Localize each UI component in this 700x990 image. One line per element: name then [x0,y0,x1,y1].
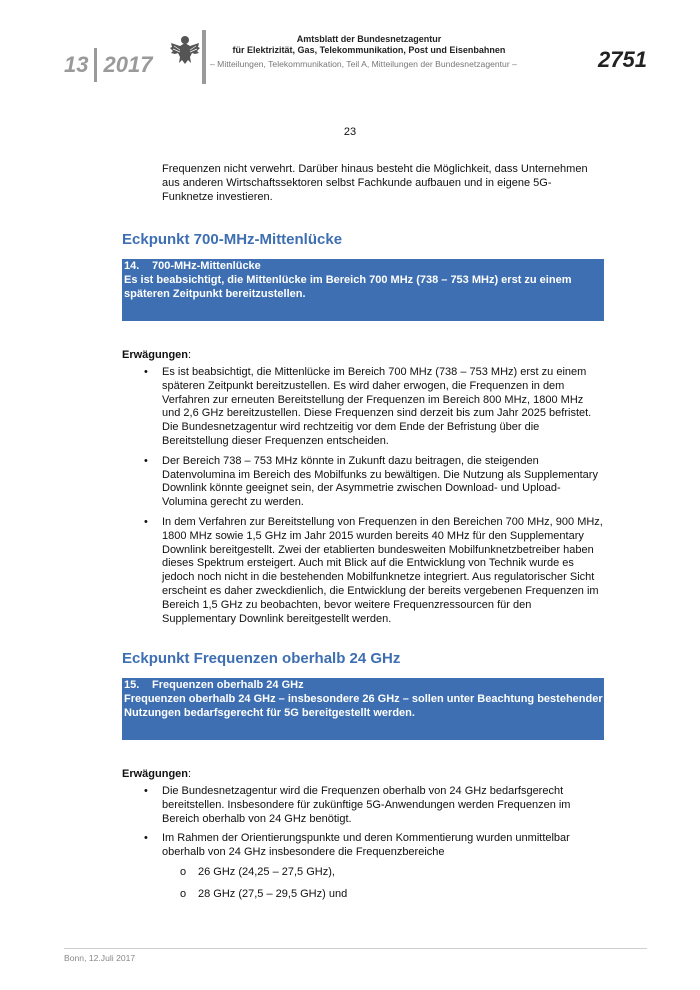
key-point-title: Frequenzen oberhalb 24 GHz [152,679,304,691]
issue-divider [94,48,97,82]
bullet-icon: • [144,366,148,378]
circle-bullet-icon: o [180,865,187,878]
list-item: • In dem Verfahren zur Bereitstellung von Frequenzen in den Bereichen 700 MHz, 900 MHz, 1800 MHz sowie 1,5 GHz im Jahr 2015 wurden bereits 40 MHz für den Supplementary Downlink bereitgestellt. Zwei der etablierten bundesweiten Mobilfunknetzbetreiber haben dieses Spektrum ersteigert. Auch mit Blick auf die Entwicklung von Technik wurde es jedoch noch nicht in die bestehenden Mobilfunknetze integriert. Aus regulatorischer Sicht erscheint es daher zweckdienlich, die Entwicklung der bereits vergebenen Frequenzen im Bereich 1,5 GHz zu beobachten, bevor weitere Frequenzressourcen für den Supplementary Downlink bereitgestellt werden. [144,515,603,625]
key-point-text: Es ist beabsichtigt, die Mittenlücke im Bereich 700 MHz (738 – 753 MHz) erst zu einem späteren Zeitpunkt bereitzustellen. [124,273,572,300]
key-point-number: 14. [124,260,140,272]
considerations-list [122,785,604,910]
key-point-title: 700-MHz-Mittenlücke [152,260,261,272]
list-item: • Es ist beabsichtigt, die Mittenlücke im Bereich 700 MHz (738 – 753 MHz) erst zu einem späteren Zeitpunkt bereitzustellen. Es wird daher erwogen, die Frequenzen in dem Verfahren zur erneuten Bereitstellung der Frequenzen im Bereich 800 MHz, 1800 MHz und 2,6 GHz bereitzustellen. Diese Frequenzen sind derzeit bis zum Jahr 2025 befristet. Die Bundesnetzagentur wird rechtzeitig vor dem Ende der Befristung über die Bereitstellung dieser Frequenzen entscheiden. [144,366,592,447]
considerations-label: Erwägungen: [122,768,192,780]
footer-divider [64,948,647,949]
considerations-list [122,366,604,632]
federal-eagle-icon [168,33,202,67]
bullet-icon: • [144,454,148,467]
header-divider [202,30,206,84]
list-item: • Im Rahmen der Orientierungspunkte und deren Kommentierung wurden unmittelbar oberhalb von 24 GHz insbesondere die Frequenzbereiche o 26 GHz (24,25 – 27,5 GHz), o 28 GHz (27,5 – 29,5 GHz) und [122,832,604,901]
footer-date: Bonn, 12.Juli 2017 [64,953,136,963]
gazette-title-line1: Amtsblatt der Bundesnetzagentur [296,34,442,44]
sub-list-item: o 26 GHz (24,25 – 27,5 GHz), [180,865,335,878]
list-item: • Die Bundesnetzagentur wird die Frequenzen oberhalb von 24 GHz bedarfsgerecht bereitstellen. Insbesondere für zukünftige 5G-Anwendungen werden Frequenzen im Bereich oberhalb von 24 GHz benötigt. [144,785,571,825]
intro-paragraph: Frequenzen nicht verwehrt. Darüber hinaus besteht die Möglichkeit, dass Unternehmen aus anderen Wirtschaftssektoren selbst Fachkunde aufbauen und in eigene 5G-Funknetze investieren. [162,163,588,203]
list-item: • Der Bereich 738 – 753 MHz könnte in Zukunft dazu beitragen, die steigenden Datenvolumina im Bereich des Mobilfunks zu bewältigen. Die Nutzung als Supplementary Downlink könnte geeignet sein, der Asymmetrie zwischen Download- und Upload-Volumina gerecht zu werden. [144,454,598,509]
section-heading-24ghz: Eckpunkt Frequenzen oberhalb 24 GHz [122,650,401,667]
circle-bullet-icon: o [180,887,187,900]
section-heading-700mhz: Eckpunkt 700-MHz-Mittenlücke [122,231,343,248]
issue-label [64,48,152,82]
key-point-box-14 [122,259,604,321]
gazette-title [212,34,526,56]
bullet-icon: • [144,785,148,797]
inner-page-number: 23 [343,126,357,138]
key-point-box-15 [122,678,604,740]
issue-number: 13 [64,52,89,77]
issue-year: 2017 [103,52,153,77]
key-point-number: 15. [124,679,140,691]
page-number: 2751 [598,47,647,72]
considerations-label: Erwägungen: [122,349,192,361]
bullet-icon: • [144,832,148,845]
sub-list-item: o 28 GHz (27,5 – 29,5 GHz) und [180,887,348,900]
key-point-text: Frequenzen oberhalb 24 GHz – insbesondere 26 GHz – sollen unter Beachtung bestehender Nutzungen bedarfsgerecht für 5G bereitgestellt werden. [124,692,603,719]
gazette-title-line2: für Elektrizität, Gas, Telekommunikation, Post und Eisenbahnen [232,45,506,55]
gazette-subtitle: – Mitteilungen, Telekommunikation, Teil A, Mitteilungen der Bundesnetzagentur – [210,59,517,69]
bullet-icon: • [144,515,148,528]
